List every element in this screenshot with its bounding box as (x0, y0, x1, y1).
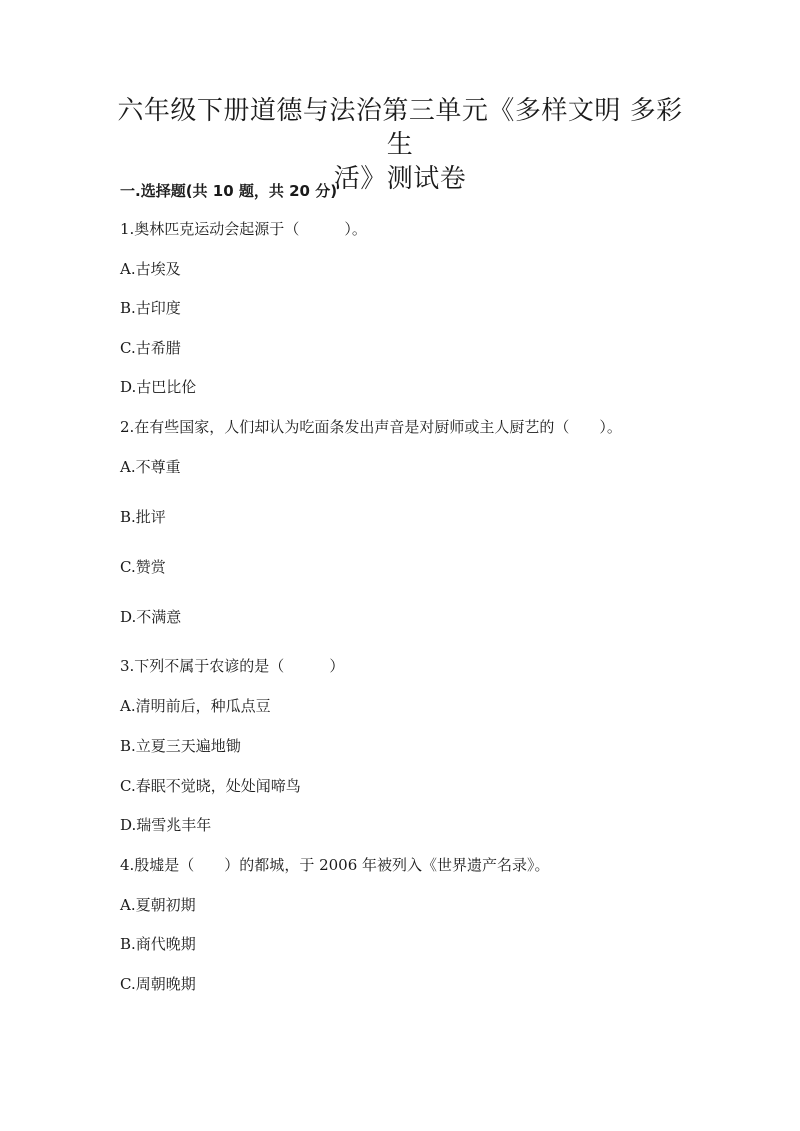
question-option: D.古巴比伦 (120, 378, 197, 396)
title-line-1: 六年级下册道德与法治第三单元《多样文明 多彩生 (117, 96, 683, 160)
question-option: D.瑞雪兆丰年 (120, 816, 212, 834)
question-option: A.清明前后，种瓜点豆 (120, 697, 271, 715)
question-stem: 2.在有些国家，人们却认为吃面条发出声音是对厨师或主人厨艺的（ ）。 (120, 418, 622, 436)
question-option: A.不尊重 (120, 458, 181, 476)
question-option: B.商代晚期 (120, 935, 196, 953)
question-option: B.立夏三天遍地锄 (120, 737, 241, 755)
question-stem: 1.奥林匹克运动会起源于（ ）。 (120, 220, 367, 238)
question-stem: 4.殷墟是（ ）的都城，于 2006 年被列入《世界遗产名录》。 (120, 856, 550, 874)
question-option: B.批评 (120, 508, 166, 526)
question-option: C.周朝晚期 (120, 975, 196, 993)
question-option: C.春眠不觉晓，处处闻啼鸟 (120, 777, 301, 795)
question-option: C.古希腊 (120, 339, 181, 357)
section-heading: 一.选择题(共 10 题，共 20 分) (120, 182, 338, 200)
question-option: A.夏朝初期 (120, 896, 196, 914)
question-option: B.古印度 (120, 299, 181, 317)
question-option: D.不满意 (120, 608, 182, 626)
question-option: A.古埃及 (120, 260, 181, 278)
title-line-2: 活》测试卷 (333, 164, 467, 194)
question-stem: 3.下列不属于农谚的是（ ） (120, 657, 345, 675)
question-option: C.赞赏 (120, 558, 166, 576)
